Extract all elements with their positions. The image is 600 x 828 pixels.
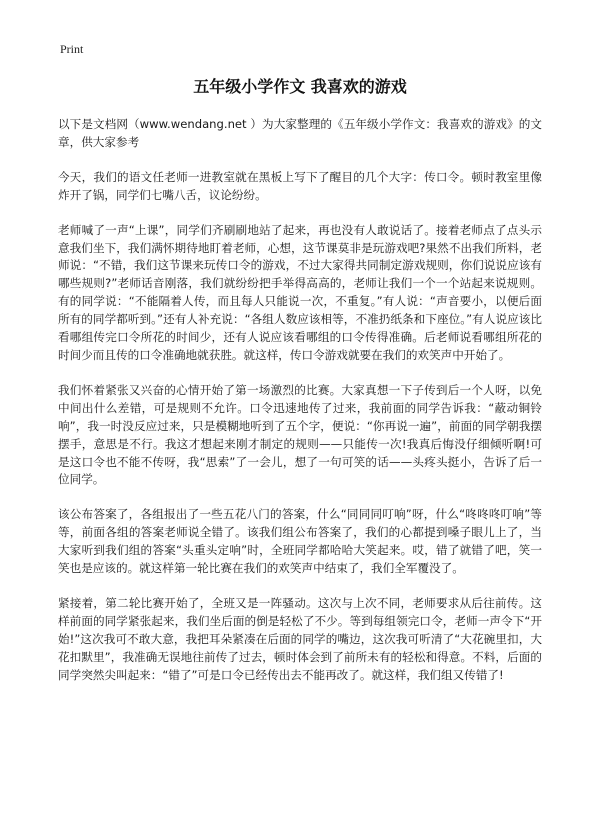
document-title: 五年级小学作文 我喜欢的游戏 [193,77,407,96]
intro-paragraph: 以下是文档网（www.wendang.net ）为大家整理的《五年级小学作文：我喜欢的游戏》的文章，供大家参考 [58,117,542,149]
body-paragraph-4: 该公布答案了，各组报出了一些五花八门的答案，什么“同同同叮响”呀，什么“咚咚咚叮响”等等，前面各组的答案老师说全错了。该我们组公布答案了，我们的心都提到嗓子眼儿上了，当大家听到我们组的答案“头重头定响”时，全班同学都哈哈大笑起来。哎，错了就错了吧，笑一笑也是应该的。就这样第一轮比赛在我们的欢笑声中结束了，我们全军覆没了。 [58,507,542,576]
print-label: Print [60,42,84,56]
body-paragraph-3: 我们怀着紧张又兴奋的心情开始了第一场激烈的比赛。大家真想一下子传到后一个人呀，以免中间出什么差错，可是规则不允许。口令迅速地传了过来，我前面的同学告诉我：“蔽动铜铃响”，我一时没反应过来，只是模糊地听到了五个字，便说：“你再说一遍”，前面的同学朝我摆摆手，意思是不行。我这才想起来刚才制定的规则——只能传一次!我真后悔没仔细倾听啊!可是这口令也不能不传呀，我“思索”了一会儿，想了一句可笑的话——头疼头挺小，告诉了后一位同学。 [58,382,542,487]
body-paragraph-2: 老师喊了一声“上课”，同学们齐刷刷地站了起来，再也没有人敢说话了。接着老师点了点头示意我们坐下，我们满怀期待地盯着老师，心想，这节课莫非是玩游戏吧?果然不出我们所料，老师说：“不错，我们这节课来玩传口令的游戏，不过大家得共同制定游戏规则，你们说说应该有哪些规则?”老师话音刚落，我们就纷纷把手举得高高的，老师让我们一个一个站起来说规则。有的同学说：“不能隔着人传，而且每人只能说一次，不重复。”有人说：“声音要小，以便后面所有的同学都听到。”还有人补充说：“各组人数应该相等，不准扔纸条和下座位。”有人说应该比看哪组传完口令所花的时间少，还有人说应该看哪组的口令传得准确。后老师说看哪组所花的时间少而且传的口令准确地就获胜。就这样，传口令游戏就要在我们的欢笑声中开始了。 [58,222,542,362]
body-paragraph-1: 今天，我们的语文任老师一进教室就在黑板上写下了醒目的几个大字：传口令。顿时教室里像炸开了锅，同学们七嘴八舌，议论纷纷。 [58,169,542,202]
body-paragraph-5: 紧接着，第二轮比赛开始了，全班又是一阵骚动。这次与上次不同，老师要求从后往前传。这样前面的同学紧张起来，我们坐后面的倒是轻松了不少。等到每组领完口令，老师一声令下“开始!”这次我可不敢大意，我把耳朵紧凑在后面的同学的嘴边，这次我可听清了“大花碗里扣，大花扣默里”，我准确无误地往前传了过去，顿时体会到了前所未有的轻松和得意。不料，后面的同学突然尖叫起来：“错了”可是口令已经传出去不能再改了。就这样，我们组又传错了! [58,595,542,682]
